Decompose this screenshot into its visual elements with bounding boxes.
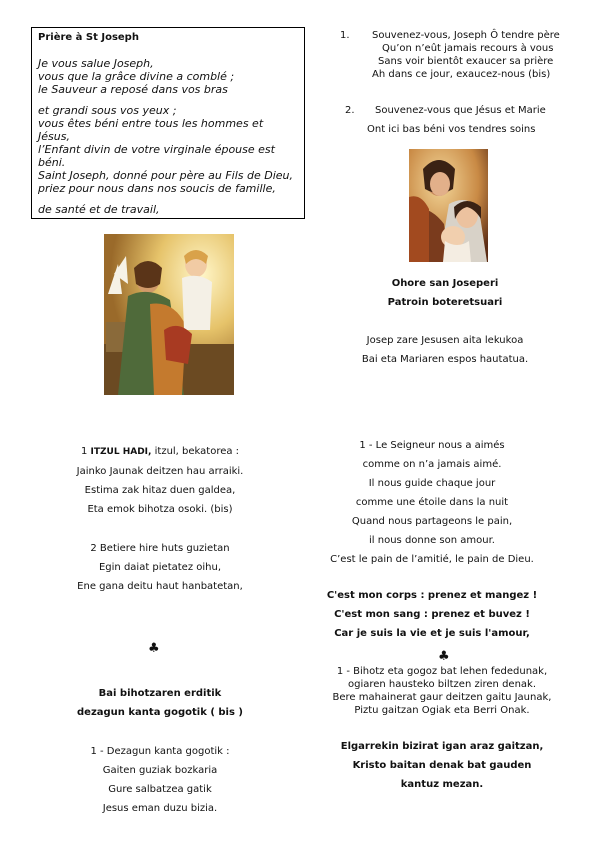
verse-number: 1. [340, 30, 350, 41]
souvenez-verse-2 [345, 101, 585, 139]
verse-line: Quand nous partageons le pain, [351, 516, 513, 527]
verse-line: 1 - Bihotz eta gogoz bat lehen fededunak, [336, 666, 548, 677]
refrain-line: C'est mon corps : prenez et mangez ! [326, 590, 538, 601]
verse-line: Piztu gaitzan Ogiak eta Berri Onak. [354, 705, 530, 716]
verse-line: Jesus eman duzu bizia. [102, 803, 218, 814]
ohore-title: Ohore san Joseperi [391, 278, 499, 289]
prayer-box [31, 27, 305, 219]
prayer-line: le Sauveur a reposé dans vos bras [38, 83, 228, 96]
ohore-subtitle: Patroin boteretsuari [387, 297, 503, 308]
refrain-line: Elgarrekin bizirat igan araz gaitzan, [340, 741, 544, 752]
verse-line: 1 - Dezagun kanta gogotik : [90, 746, 230, 757]
bihotz-refrain [322, 737, 562, 794]
verse-line: C’est le pain de l’amitié, le pain de Dieu. [330, 554, 534, 565]
verse-line: Egin daiat pietatez oihu, [98, 562, 222, 573]
verse-line: Eta emok bihotza osoki. (bis) [87, 504, 233, 515]
verse-line: comme une étoile dans la nuit [355, 497, 509, 508]
verse-number: 2. [345, 105, 355, 116]
verse-line: Ont ici bas béni vos tendres soins [367, 124, 536, 135]
verse-heading: ITZUL HADI, [90, 447, 152, 457]
verse-line: Josep zare Jesusen aita lekukoa [366, 335, 524, 346]
verse-line: Souvenez-vous, Joseph Ô tendre père [372, 30, 560, 41]
bihotz-verse [322, 665, 562, 717]
verse-line: Ah dans ce jour, exaucez-nous (bis) [372, 69, 551, 80]
verse-line: Souvenez-vous que Jésus et Marie [375, 105, 546, 116]
prayer-line: l’Enfant divin de votre virginale épouse est béni. [38, 143, 275, 169]
verse-line: itzul, bekatorea : [151, 446, 240, 457]
prayer-line: de santé et de travail, [38, 203, 160, 216]
verse-line: Estima zak hitaz duen galdea, [84, 485, 236, 496]
prayer-line: Je vous salue Joseph, [38, 57, 154, 70]
ohore-heading [340, 274, 550, 312]
seigneur-verse [312, 436, 552, 569]
verse-line: Bere mahainerat gaur deitzen gaitu Jaunak, [332, 692, 552, 703]
verse-line: Gaiten guziak bozkaria [102, 765, 218, 776]
souvenez-verse-1 [340, 29, 580, 81]
verse-line: il nous donne son amour. [369, 535, 495, 546]
verse-line: ogiaren hausteko biltzen ziren denak. [347, 679, 537, 690]
verse-line: Sans voir bientôt exaucer sa prière [378, 56, 554, 67]
refrain-line: Car je suis la vie et je suis l'amour, [334, 628, 530, 639]
verse-line: Qu’on n’eût jamais recours à vous [382, 43, 554, 54]
prayer-line: priez pour nous dans nos soucis de famille, [38, 182, 276, 195]
refrain-line: kantuz mezan. [400, 779, 484, 790]
clover-icon: ♣ [148, 641, 160, 656]
kanta-verse [40, 742, 280, 818]
itzul-verse-1 [40, 442, 280, 519]
prayer-line: vous que la grâce divine a comblé ; [38, 70, 235, 83]
verse-line: Bai eta Mariaren espos hautatua. [361, 354, 529, 365]
ohore-verse [340, 331, 550, 369]
verse-line: 2 Betiere hire huts guzietan [90, 543, 230, 554]
refrain-line: Bai bihotzaren erditik [98, 688, 222, 699]
itzul-verse-2 [40, 539, 280, 596]
clover-icon: ♣ [438, 649, 450, 664]
seigneur-refrain [302, 586, 562, 643]
verse-number: 1 [80, 446, 88, 457]
refrain-line: Kristo baitan denak bat gauden [352, 760, 532, 771]
holy-family-image [409, 149, 488, 262]
st-joseph-image [104, 234, 234, 395]
prayer-title: Prière à St Joseph [38, 32, 139, 43]
prayer-line: et grandi sous vos yeux ; [38, 104, 177, 117]
refrain-line: C'est mon sang : prenez et buvez ! [334, 609, 530, 620]
verse-line: Gure salbatzea gatik [108, 784, 212, 795]
kanta-refrain [40, 684, 280, 722]
prayer-line: Saint Joseph, donné pour père au Fils de Dieu, [38, 169, 294, 182]
prayer-line: vous êtes béni entre tous les hommes et Jésus, [38, 117, 264, 143]
verse-line: comme on n’a jamais aimé. [362, 459, 502, 470]
refrain-line: dezagun kanta gogotik ( bis ) [77, 707, 243, 718]
verse-line: Ene gana deitu haut hanbatetan, [77, 581, 243, 592]
verse-line: Jainko Jaunak deitzen hau arraiki. [76, 466, 244, 477]
verse-line: 1 - Le Seigneur nous a aimés [359, 440, 505, 451]
verse-line: Il nous guide chaque jour [368, 478, 496, 489]
